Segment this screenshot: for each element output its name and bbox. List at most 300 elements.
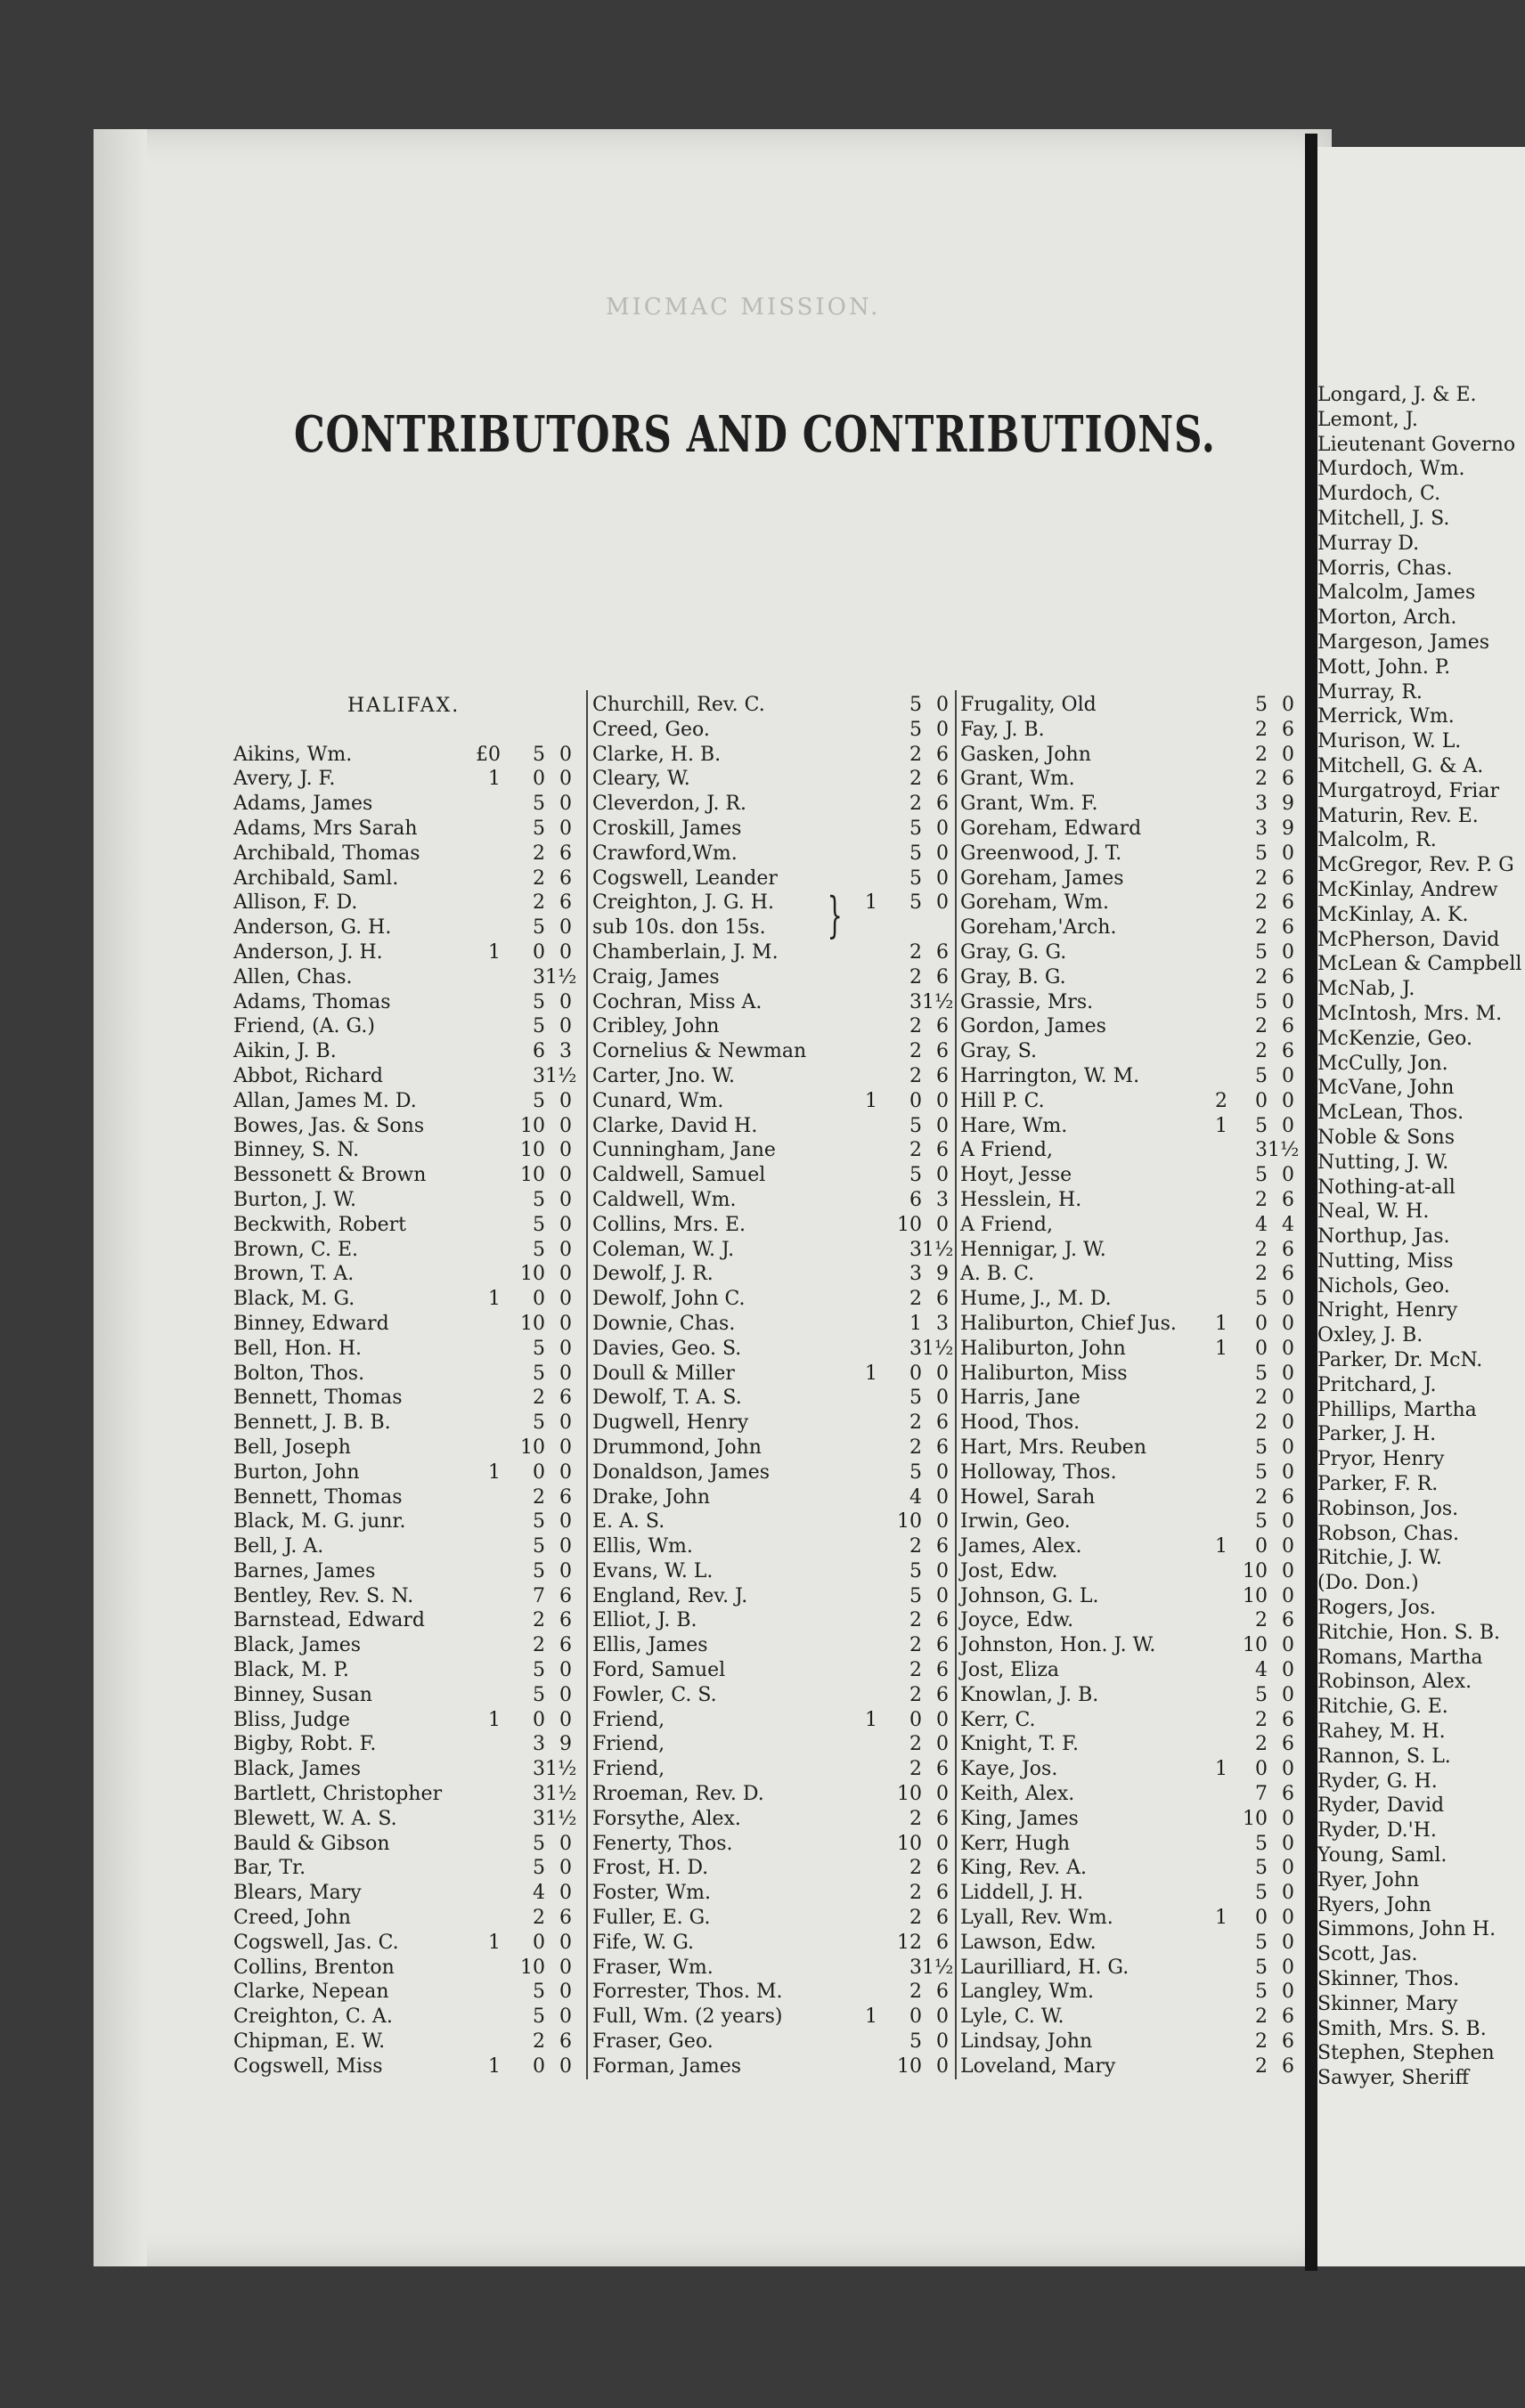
- contributor-name: Evans, W. L.: [592, 1559, 714, 1582]
- contributor-name: Cribley, John: [592, 1015, 720, 1038]
- contributor-name: Hume, J., M. D.: [960, 1288, 1112, 1311]
- amount-shillings: 2: [909, 965, 922, 988]
- amount-pence: 1½: [545, 965, 577, 988]
- contributor-name: Foster, Wm.: [592, 1882, 712, 1905]
- amount-pence: 6: [936, 1064, 949, 1087]
- contributor-name: Holloway, Thos.: [960, 1460, 1117, 1484]
- amount-pounds: 2: [1215, 1089, 1227, 1112]
- contributor-name: Black, M. P.: [233, 1659, 349, 1682]
- amount-pence: 6: [936, 1634, 949, 1657]
- amount-pence: 0: [1282, 842, 1294, 865]
- amount-pounds: 1: [865, 1708, 877, 1731]
- amount-shillings: 3: [909, 1238, 922, 1261]
- amount-shillings: 12: [897, 1931, 922, 1954]
- amount-shillings: 10: [1243, 1584, 1268, 1607]
- column-divider: [586, 690, 588, 2079]
- amount-pence: 6: [936, 1931, 949, 1954]
- contributor-name: E. A. S.: [592, 1510, 665, 1533]
- amount-shillings: 2: [909, 1907, 922, 1930]
- contributor-name: Langley, Wm.: [960, 1981, 1094, 2004]
- contributor-name: Hare, Wm.: [960, 1114, 1068, 1137]
- amount-shillings: 2: [533, 1485, 545, 1509]
- adjacent-page-entry: Rannon, S. L.: [1317, 1745, 1451, 1768]
- amount-shillings: 10: [1243, 1559, 1268, 1582]
- contributor-name: Rroeman, Rev. D.: [592, 1783, 764, 1806]
- adjacent-page-entry: Lemont, J.: [1317, 408, 1418, 431]
- amount-shillings: 2: [909, 1288, 922, 1311]
- amount-pence: 6: [559, 891, 572, 915]
- amount-shillings: 0: [533, 1460, 545, 1484]
- amount-pounds: 1: [865, 1089, 877, 1112]
- amount-shillings: 2: [1255, 768, 1268, 791]
- amount-pence: 6: [936, 743, 949, 766]
- adjacent-page-entry: Ryer, John: [1317, 1868, 1420, 1891]
- amount-shillings: 5: [533, 743, 545, 766]
- contributor-name: Adams, Thomas: [233, 990, 391, 1013]
- amount-shillings: 2: [1255, 2054, 1268, 2078]
- amount-shillings: 10: [520, 1139, 545, 1162]
- contributor-name: Bennett, Thomas: [233, 1485, 403, 1509]
- contributor-name: Lindsay, John: [960, 2030, 1093, 2054]
- amount-pence: 0: [559, 1535, 572, 1558]
- contributor-name: Cleverdon, J. R.: [592, 793, 746, 816]
- contributor-name: Grant, Wm.: [960, 768, 1075, 791]
- amount-shillings: 2: [1255, 891, 1268, 915]
- amount-shillings: 5: [1255, 1981, 1268, 2004]
- contributor-name: Fay, J. B.: [960, 718, 1045, 741]
- contributor-name: Johnson, G. L.: [960, 1584, 1099, 1607]
- amount-shillings: 2: [1255, 2030, 1268, 2054]
- amount-shillings: 2: [533, 891, 545, 915]
- amount-shillings: 5: [909, 718, 922, 741]
- amount-shillings: 5: [533, 1510, 545, 1533]
- amount-pence: 0: [1282, 1857, 1294, 1880]
- amount-pence: 6: [1282, 1733, 1294, 1756]
- adjacent-page-entry: Mitchell, J. S.: [1317, 507, 1450, 530]
- amount-pence: 0: [936, 2030, 949, 2054]
- amount-pounds: 1: [1215, 1758, 1227, 1781]
- contributor-name: Bennett, Thomas: [233, 1387, 403, 1410]
- amount-pence: 0: [936, 817, 949, 840]
- contributor-name: Friend,: [592, 1708, 665, 1731]
- amount-pence: 3: [559, 1040, 572, 1063]
- amount-shillings: 0: [1255, 1758, 1268, 1781]
- amount-pence: 0: [1282, 1807, 1294, 1830]
- contributor-name: Goreham,'Arch.: [960, 916, 1117, 940]
- amount-pence: 0: [1282, 1337, 1294, 1360]
- amount-pence: 0: [559, 1708, 572, 1731]
- contributor-name: Binney, S. N.: [233, 1139, 360, 1162]
- contributor-name: Gray, S.: [960, 1040, 1037, 1063]
- amount-pence: 0: [1282, 1064, 1294, 1087]
- contributor-name: Cunningham, Jane: [592, 1139, 776, 1162]
- amount-pence: 0: [559, 1089, 572, 1112]
- amount-shillings: 5: [909, 866, 922, 890]
- amount-shillings: 2: [909, 1857, 922, 1880]
- contributor-name: Jost, Edw.: [960, 1559, 1058, 1582]
- adjacent-page-entry: Mitchell, G. & A.: [1317, 754, 1484, 777]
- amount-pounds: 1: [488, 1288, 501, 1311]
- adjacent-page-entry: Scott, Jas.: [1317, 1943, 1418, 1966]
- amount-shillings: 10: [897, 2054, 922, 2078]
- amount-shillings: 2: [909, 1411, 922, 1435]
- amount-pence: 0: [1282, 1510, 1294, 1533]
- amount-pence: 6: [936, 1907, 949, 1930]
- amount-shillings: 3: [533, 1783, 545, 1806]
- adjacent-page-entry: Simmons, John H.: [1317, 1918, 1496, 1941]
- contributor-name: Barnes, James: [233, 1559, 376, 1582]
- amount-pence: 6: [936, 1882, 949, 1905]
- amount-pence: 6: [1282, 1238, 1294, 1261]
- amount-shillings: 2: [909, 1040, 922, 1063]
- contributor-name: Black, M. G.: [233, 1288, 355, 1311]
- adjacent-page-entry: Mott, John. P.: [1317, 655, 1451, 679]
- amount-shillings: 5: [533, 1857, 545, 1880]
- contributor-name: Bell, J. A.: [233, 1535, 324, 1558]
- adjacent-page-entry: Morton, Arch.: [1317, 606, 1457, 630]
- contributor-name: Friend,: [592, 1758, 665, 1781]
- contributor-name: Doull & Miller: [592, 1362, 735, 1385]
- adjacent-page-entry: Stephen, Stephen: [1317, 2042, 1495, 2065]
- adjacent-page-entry: Smith, Mrs. S. B.: [1317, 2017, 1487, 2040]
- adjacent-page-entry: Lieutenant Governo: [1317, 433, 1516, 456]
- amount-pounds: 1: [488, 768, 501, 791]
- section-heading-halifax: HALIFAX.: [347, 695, 461, 717]
- amount-shillings: 10: [520, 1436, 545, 1459]
- amount-shillings: 2: [909, 1807, 922, 1830]
- amount-shillings: 5: [533, 916, 545, 940]
- amount-shillings: 3: [1255, 793, 1268, 816]
- amount-shillings: 2: [1255, 916, 1268, 940]
- amount-pence: 0: [1282, 1411, 1294, 1435]
- amount-shillings: 4: [909, 1485, 922, 1509]
- adjacent-page-entry: Murison, W. L.: [1317, 730, 1462, 753]
- contributor-name: Bennett, J. B. B.: [233, 1411, 391, 1435]
- amount-pence: 6: [1282, 1040, 1294, 1063]
- adjacent-page-entry: McGregor, Rev. P. G: [1317, 854, 1514, 877]
- contributor-name: Crawford,Wm.: [592, 842, 738, 865]
- adjacent-page-entry: Murdoch, Wm.: [1317, 458, 1465, 481]
- contributor-name: Abbot, Richard: [233, 1064, 383, 1087]
- amount-pence: 0: [559, 1238, 572, 1261]
- adjacent-page-entry: Ryder, D.'H.: [1317, 1819, 1437, 1843]
- amount-shillings: 5: [909, 1584, 922, 1607]
- adjacent-page-entry: Murgatroyd, Friar: [1317, 779, 1499, 802]
- adjacent-page-entry: Skinner, Thos.: [1317, 1968, 1460, 1990]
- amount-shillings: 5: [533, 2005, 545, 2029]
- contributor-name: Fraser, Geo.: [592, 2030, 714, 2054]
- amount-shillings: 5: [533, 1832, 545, 1855]
- amount-pence: 6: [936, 1659, 949, 1682]
- contributor-name: Adams, James: [233, 793, 373, 816]
- amount-shillings: 3: [1255, 1139, 1268, 1162]
- amount-pence: 0: [1282, 1387, 1294, 1410]
- amount-pence: 3: [936, 1312, 949, 1335]
- contributor-name: Knight, T. F.: [960, 1733, 1079, 1756]
- contributor-name: Frost, H. D.: [592, 1857, 709, 1880]
- adjacent-page-entry: Longard, J. & E.: [1317, 384, 1477, 406]
- amount-pence: 6: [1282, 2054, 1294, 2078]
- contributor-name: Cornelius & Newman: [592, 1040, 807, 1063]
- contributor-name: Jost, Eliza: [960, 1659, 1060, 1682]
- contributor-name: Fraser, Wm.: [592, 1956, 714, 1979]
- contributor-name: Fowler, C. S.: [592, 1683, 717, 1706]
- contributor-name: Binney, Edward: [233, 1312, 389, 1335]
- contributor-name: Creighton, J. G. H.: [592, 891, 774, 915]
- adjacent-page-entry: Rogers, Jos.: [1317, 1597, 1437, 1620]
- contributor-name: Allan, James M. D.: [233, 1089, 417, 1112]
- adjacent-page-entry: Murray, R.: [1317, 680, 1423, 704]
- adjacent-page-entry: Ritchie, G. E.: [1317, 1696, 1448, 1719]
- amount-pence: 1½: [545, 1758, 577, 1781]
- amount-pence: 6: [936, 768, 949, 791]
- contributor-name: Hesslein, H.: [960, 1188, 1082, 1211]
- contributor-name: Dewolf, John C.: [592, 1288, 746, 1311]
- amount-pence: 0: [559, 1436, 572, 1459]
- amount-shillings: 5: [533, 817, 545, 840]
- contributor-name: Churchill, Rev. C.: [592, 694, 765, 716]
- amount-shillings: 2: [909, 940, 922, 964]
- amount-pounds: 1: [488, 1931, 501, 1954]
- contributor-name: Johnston, Hon. J. W.: [960, 1634, 1156, 1657]
- contributor-name: Black, James: [233, 1758, 362, 1781]
- amount-pounds: 1: [1215, 1535, 1227, 1558]
- contributor-name: Cogswell, Leander: [592, 866, 778, 890]
- adjacent-page-entry: Ryder, David: [1317, 1794, 1445, 1818]
- amount-shillings: 10: [897, 1783, 922, 1806]
- amount-pence: 6: [936, 965, 949, 988]
- amount-pence: 0: [559, 1312, 572, 1335]
- amount-shillings: 10: [520, 1114, 545, 1137]
- amount-shillings: 5: [1255, 1362, 1268, 1385]
- amount-shillings: 2: [1255, 1015, 1268, 1038]
- amount-pounds: 1: [488, 940, 501, 964]
- amount-pence: 6: [1282, 1485, 1294, 1509]
- amount-pence: 6: [559, 866, 572, 890]
- amount-pence: 0: [936, 1164, 949, 1187]
- contributor-name: Collins, Brenton: [233, 1956, 395, 1979]
- contributor-name: Elliot, J. B.: [592, 1609, 697, 1632]
- amount-pence: 6: [1282, 1783, 1294, 1806]
- amount-pence: 0: [559, 1114, 572, 1137]
- adjacent-page-entry: Robson, Chas.: [1317, 1522, 1459, 1545]
- contributor-name: Irwin, Geo.: [960, 1510, 1071, 1533]
- amount-shillings: 10: [520, 1312, 545, 1335]
- amount-pence: 0: [1282, 1559, 1294, 1582]
- amount-shillings: 5: [1255, 842, 1268, 865]
- amount-shillings: 3: [533, 1758, 545, 1781]
- amount-pence: 0: [936, 1362, 949, 1385]
- contributor-name: Donaldson, James: [592, 1460, 771, 1484]
- amount-shillings: 6: [909, 1188, 922, 1211]
- contributor-name: Drake, John: [592, 1485, 711, 1509]
- contributor-name: Blears, Mary: [233, 1882, 362, 1905]
- amount-pence: 6: [936, 1139, 949, 1162]
- amount-pence: 6: [936, 1015, 949, 1038]
- contributor-name: Bliss, Judge: [233, 1708, 350, 1731]
- contributor-name: King, Rev. A.: [960, 1857, 1087, 1880]
- adjacent-page-entry: Phillips, Martha: [1317, 1398, 1477, 1421]
- amount-pence: 0: [936, 718, 949, 741]
- amount-shillings: 5: [909, 891, 922, 915]
- amount-shillings: 5: [909, 1387, 922, 1410]
- adjacent-page-entry: Young, Saml.: [1317, 1844, 1448, 1867]
- amount-shillings: 10: [520, 1164, 545, 1187]
- contributor-name: Haliburton, Miss: [960, 1362, 1128, 1385]
- amount-pence: 0: [936, 842, 949, 865]
- amount-shillings: 2: [1255, 1485, 1268, 1509]
- amount-pence: 0: [559, 1362, 572, 1385]
- amount-shillings: 3: [533, 965, 545, 988]
- contributor-name: Goreham, Edward: [960, 817, 1142, 840]
- amount-shillings: 2: [1255, 1238, 1268, 1261]
- amount-pence: 0: [936, 1584, 949, 1607]
- contributor-name: Creighton, C. A.: [233, 2005, 393, 2029]
- contributor-name: Bowes, Jas. & Sons: [233, 1114, 425, 1137]
- adjacent-page-entry: Northup, Jas.: [1317, 1225, 1450, 1249]
- amount-pence: 0: [1282, 940, 1294, 964]
- amount-shillings: 5: [1255, 1956, 1268, 1979]
- amount-shillings: 0: [533, 1931, 545, 1954]
- adjacent-page-entry: Ryers, John: [1317, 1893, 1431, 1916]
- amount-pence: 6: [936, 1411, 949, 1435]
- amount-pence: 0: [559, 743, 572, 766]
- amount-shillings: 10: [897, 1213, 922, 1236]
- amount-pence: 6: [936, 1807, 949, 1830]
- amount-shillings: 10: [1243, 1634, 1268, 1657]
- amount-shillings: 0: [909, 2005, 922, 2029]
- amount-shillings: 2: [909, 1659, 922, 1682]
- amount-pence: 0: [1282, 990, 1294, 1013]
- contributor-name: Clarke, Nepean: [233, 1981, 389, 2004]
- contributor-name: Friend, (A. G.): [233, 1015, 375, 1038]
- amount-pence: 3: [936, 1188, 949, 1211]
- amount-pence: 9: [936, 1263, 949, 1286]
- amount-pence: 0: [1282, 1882, 1294, 1905]
- contributor-name: Caldwell, Samuel: [592, 1164, 766, 1187]
- amount-pence: 6: [559, 1387, 572, 1410]
- amount-shillings: 3: [909, 1263, 922, 1286]
- contributor-name: Gasken, John: [960, 743, 1091, 766]
- adjacent-page-entry: Ryder, G. H.: [1317, 1769, 1438, 1793]
- amount-shillings: 5: [533, 990, 545, 1013]
- amount-pence: 0: [559, 1659, 572, 1682]
- amount-shillings: 3: [909, 1956, 922, 1979]
- amount-shillings: 5: [909, 817, 922, 840]
- amount-pence: 1½: [545, 1783, 577, 1806]
- amount-pounds: 1: [1215, 1114, 1227, 1137]
- amount-pence: 1½: [922, 1337, 954, 1360]
- amount-shillings: 5: [1255, 990, 1268, 1013]
- amount-shillings: 1: [909, 1312, 922, 1335]
- amount-shillings: 3: [533, 1064, 545, 1087]
- amount-shillings: 2: [533, 1387, 545, 1410]
- amount-shillings: 2: [909, 1015, 922, 1038]
- amount-shillings: 2: [909, 1981, 922, 2004]
- adjacent-page-entry: Skinner, Mary: [1317, 1992, 1458, 2015]
- contributor-name: Laurilliard, H. G.: [960, 1956, 1129, 1979]
- amount-shillings: 7: [533, 1584, 545, 1607]
- amount-shillings: 5: [533, 793, 545, 816]
- contributor-name: A Friend,: [960, 1139, 1053, 1162]
- amount-shillings: 2: [1255, 718, 1268, 741]
- adjacent-page-entry: McPherson, David: [1317, 928, 1500, 951]
- adjacent-page-entry: Robinson, Jos.: [1317, 1497, 1459, 1520]
- amount-shillings: 2: [909, 768, 922, 791]
- contributor-name: Dugwell, Henry: [592, 1411, 749, 1435]
- contributor-name: Keith, Alex.: [960, 1783, 1075, 1806]
- amount-pence: 4: [1282, 1213, 1294, 1236]
- contributor-name: Howel, Sarah: [960, 1485, 1096, 1509]
- adjacent-page-entry: McLean & Campbell: [1317, 953, 1522, 976]
- amount-pence: 0: [559, 1337, 572, 1360]
- adjacent-page-entry: Murdoch, C.: [1317, 483, 1441, 506]
- amount-pounds: 1: [488, 2054, 501, 2078]
- amount-pence: 0: [936, 1460, 949, 1484]
- amount-shillings: 7: [1255, 1783, 1268, 1806]
- amount-shillings: 4: [533, 1882, 545, 1905]
- amount-pence: 0: [936, 891, 949, 915]
- contributor-name: Clarke, H. B.: [592, 743, 722, 766]
- adjacent-page-entry: Maturin, Rev. E.: [1317, 804, 1479, 827]
- amount-pence: 6: [1282, 768, 1294, 791]
- contributor-name: Fife, W. G.: [592, 1931, 694, 1954]
- contributor-name: Grant, Wm. F.: [960, 793, 1098, 816]
- amount-shillings: 2: [909, 1535, 922, 1558]
- contributor-name: Haliburton, John: [960, 1337, 1126, 1360]
- amount-pence: 0: [559, 793, 572, 816]
- contributor-name: sub 10s. don 15s.: [592, 916, 766, 940]
- amount-pence: 0: [1282, 1683, 1294, 1706]
- contributor-name: Lyle, C. W.: [960, 2005, 1064, 2029]
- amount-pence: 6: [1282, 1263, 1294, 1286]
- contributor-name: Goreham, Wm.: [960, 891, 1109, 915]
- adjacent-page-entry: McKinlay, Andrew: [1317, 878, 1498, 901]
- amount-shillings: 5: [1255, 1460, 1268, 1484]
- page-title: CONTRIBUTORS AND CONTRIBUTIONS.: [294, 405, 1216, 464]
- amount-pence: 0: [936, 866, 949, 890]
- amount-pence: 0: [559, 1164, 572, 1187]
- adjacent-page-entry: Romans, Martha: [1317, 1646, 1483, 1669]
- amount-pence: 0: [1282, 1436, 1294, 1459]
- amount-shillings: 5: [909, 1460, 922, 1484]
- contributor-name: Fuller, E. G.: [592, 1907, 711, 1930]
- contributor-name: Chamberlain, J. M.: [592, 940, 779, 964]
- amount-shillings: 2: [909, 1733, 922, 1756]
- amount-pence: 0: [1282, 1956, 1294, 1979]
- amount-pence: 6: [1282, 1188, 1294, 1211]
- amount-pence: 6: [936, 1981, 949, 2004]
- adjacent-page-entry: McKinlay, A. K.: [1317, 903, 1469, 926]
- adjacent-page-entry: Malcolm, James: [1317, 582, 1476, 605]
- adjacent-page-entry: Nright, Henry: [1317, 1299, 1458, 1322]
- amount-pence: 0: [559, 2054, 572, 2078]
- amount-pence: 0: [559, 1411, 572, 1435]
- amount-pence: 6: [1282, 866, 1294, 890]
- amount-shillings: 0: [533, 1288, 545, 1311]
- contributor-name: Avery, J. F.: [233, 768, 336, 791]
- amount-pence: 0: [559, 1857, 572, 1880]
- contributor-name: Barnstead, Edward: [233, 1609, 425, 1632]
- amount-shillings: 0: [533, 940, 545, 964]
- contributor-name: Greenwood, J. T.: [960, 842, 1122, 865]
- amount-shillings: 2: [533, 866, 545, 890]
- contributor-name: Craig, James: [592, 965, 720, 988]
- contributor-name: Loveland, Mary: [960, 2054, 1116, 2078]
- amount-shillings: 0: [1255, 1535, 1268, 1558]
- contributor-name: Full, Wm. (2 years): [592, 2005, 783, 2029]
- amount-shillings: 5: [533, 1659, 545, 1682]
